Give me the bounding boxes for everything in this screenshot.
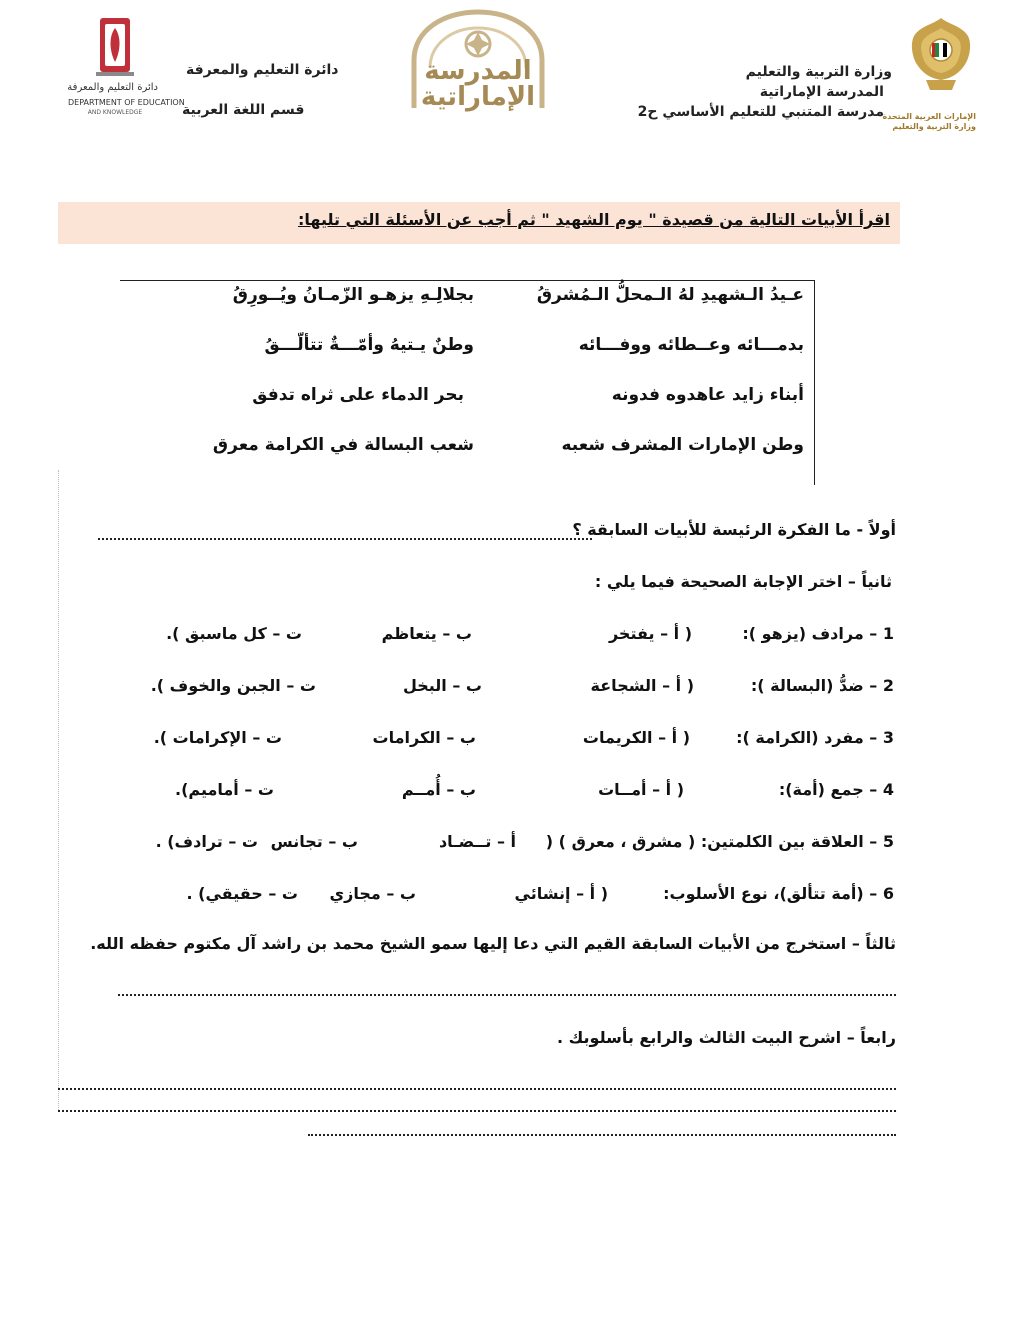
mcq-stem: 3 – مفرد (الكرامة ): xyxy=(736,728,894,747)
ministry-logo-line2: وزارة التربية والتعليم xyxy=(892,122,976,131)
emirati-school-logo xyxy=(400,8,556,112)
header-department: دائرة التعليم والمعرفة xyxy=(186,62,339,78)
answer-line[interactable] xyxy=(98,538,592,540)
poem-verse-right: أبناء زايد عاهدوه فدونه xyxy=(611,385,804,405)
header-school-type: المدرسة الإماراتية xyxy=(759,84,884,100)
poem-verse-left: بحر الدماء على ثراه تدفق xyxy=(252,385,464,405)
mcq-option-c[interactable]: ت – الإكرامات ). xyxy=(153,728,282,747)
mcq-option-b[interactable]: ب – البخل xyxy=(402,676,482,695)
poem-verse-right: وطن الإمارات المشرف شعبه xyxy=(561,435,804,455)
school-logo-line1: المدرسة xyxy=(424,56,532,86)
poem-box xyxy=(120,280,815,485)
left-margin-guide xyxy=(58,470,59,1110)
poem-verse-left: بجلالِـهِ يزهـو الزّمـانُ ويُــورِقُ xyxy=(232,285,474,305)
answer-line[interactable] xyxy=(308,1134,896,1136)
poem-verse-left: شعب البسالة في الكرامة معرق xyxy=(212,435,474,455)
mcq-option-a[interactable]: ( أ – الشجاعة xyxy=(590,676,694,695)
mcq-option-a[interactable]: ( أ – أمــات xyxy=(598,780,684,799)
mcq-option-c[interactable]: ت – حقيقي) . xyxy=(186,884,298,903)
answer-line[interactable] xyxy=(58,1088,896,1090)
adek-logo-line3: AND KNOWLEDGE xyxy=(87,109,143,116)
poem-verse-right: عـيدُ الـشهيدِ لهُ الـمحلُّ الـمُشرقُ xyxy=(536,285,804,305)
mcq-stem: 6 – (أمة تتألق)، نوع الأسلوب: xyxy=(663,884,894,903)
mcq-option-a[interactable]: أ – تــضـاد xyxy=(438,832,516,851)
mcq-stem: 5 – العلاقة بين الكلمتين: ( مشرق ، معرق ) ( xyxy=(545,832,894,851)
mcq-option-a[interactable]: ( أ – الكريمات xyxy=(582,728,690,747)
mcq-option-c[interactable]: ت – كل ماسبق ). xyxy=(166,624,302,643)
mcq-option-b[interactable]: ب – يتعاظم xyxy=(381,624,472,643)
adek-logo-line2: DEPARTMENT OF EDUCATION xyxy=(68,98,185,107)
header-ministry: وزارة التربية والتعليم xyxy=(745,64,892,80)
header-school-name: مدرسة المتنبي للتعليم الأساسي ح2 xyxy=(637,104,884,120)
ministry-logo-line1: الإمارات العربية المتحدة xyxy=(882,112,976,121)
mcq-option-a[interactable]: ( أ – إنشائي xyxy=(514,884,608,903)
mcq-option-b[interactable]: ب – الكرامات xyxy=(372,728,476,747)
school-logo-line2: الإماراتية xyxy=(420,82,536,112)
adek-logo-line1: دائرة التعليم والمعرفة xyxy=(67,82,158,93)
uae-emblem-icon xyxy=(906,14,976,110)
poem-verse-left: وطنٌ يـتيهُ وأمّـــةٌ تتألّـــقُ xyxy=(264,335,474,355)
ministry-logo xyxy=(882,14,976,131)
mcq-option-c[interactable]: ت – أماميم). xyxy=(175,780,274,799)
adek-emblem-icon xyxy=(72,16,158,82)
mcq-option-b[interactable]: ب – مجازي xyxy=(329,884,416,903)
mcq-option-c[interactable]: ت – الجبن والخوف ). xyxy=(150,676,316,695)
header-arabic-section: قسم اللغة العربية xyxy=(182,102,305,118)
question-4: رابعاً – اشرح البيت الثالث والرابع بأسلوبك . xyxy=(556,1028,896,1047)
mcq-option-b[interactable]: ب – تجانس xyxy=(270,832,358,851)
question-2-title: ثانياً – اختر الإجابة الصحيحة فيما يلي : xyxy=(594,572,892,591)
answer-line[interactable] xyxy=(58,1110,896,1112)
mcq-stem: 1 – مرادف (يزهو ): xyxy=(742,624,894,643)
mcq-stem: 4 – جمع (أمة): xyxy=(778,780,894,799)
answer-line[interactable] xyxy=(118,994,896,996)
mcq-option-c[interactable]: ت – ترادف) . xyxy=(155,832,258,851)
mcq-option-a[interactable]: ( أ – يفتخر xyxy=(608,624,692,643)
mcq-stem: 2 – ضدُّ (البسالة ): xyxy=(750,676,894,695)
question-1: أولاً - ما الفكرة الرئيسة للأبيات السابقة ؟ xyxy=(572,520,896,539)
instruction-text: اقرأ الأبيات التالية من قصيدة " يوم الشهيد " ثم أجب عن الأسئلة التي تليها: xyxy=(298,210,890,229)
adek-logo xyxy=(67,16,185,120)
question-3: ثالثاً – استخرج من الأبيات السابقة القيم التي دعا إليها سمو الشيخ محمد بن راشد آل مكتوم حفظه الله. xyxy=(90,934,896,953)
poem-verse-right: بدمـــائه وعــطائه ووفـــائه xyxy=(578,335,804,355)
instruction-bar xyxy=(58,202,900,244)
mcq-option-b[interactable]: ب – أُمــم xyxy=(401,780,476,799)
